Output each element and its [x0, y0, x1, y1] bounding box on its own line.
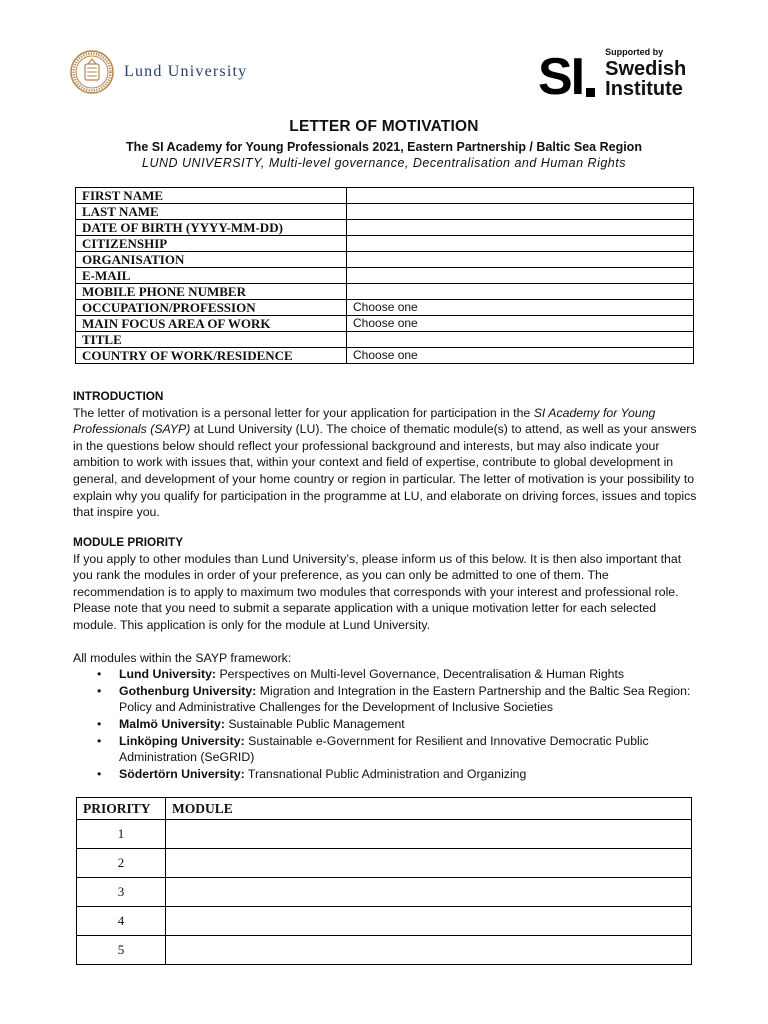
module-field[interactable] [166, 878, 692, 907]
priority-number: 1 [77, 820, 166, 849]
info-value-field[interactable] [347, 252, 694, 268]
module-list-item [119, 716, 698, 733]
si-institute: Institute [605, 78, 683, 100]
priority-row [77, 878, 692, 907]
lund-university-logo [70, 50, 247, 94]
info-row [76, 332, 694, 348]
info-row [76, 348, 694, 364]
si-supported-by: Supported by [605, 47, 664, 57]
module-column-header: MODULE [166, 798, 692, 820]
info-label: DATE OF BIRTH (YYYY-MM-DD) [76, 220, 347, 236]
page-title: LETTER OF MOTIVATION [289, 118, 479, 135]
info-value-field[interactable]: Choose one [347, 316, 694, 332]
info-value-field[interactable] [347, 284, 694, 300]
info-row [76, 316, 694, 332]
info-label: COUNTRY OF WORK/RESIDENCE [76, 348, 347, 364]
module-list-item [119, 666, 698, 683]
all-modules-label: All modules within the SAYP framework: [73, 650, 292, 665]
swedish-institute-logo [538, 47, 687, 106]
si-dot-icon [586, 88, 595, 97]
module-description: Perspectives on Multi-level Governance, Decentralisation & Human Rights [216, 667, 625, 682]
priority-number: 4 [77, 907, 166, 936]
priority-column-header: PRIORITY [77, 798, 166, 820]
priority-number: 2 [77, 849, 166, 878]
module-university: Malmö University: [119, 716, 225, 731]
priority-number: 5 [77, 936, 166, 965]
introduction-text: The letter of motivation is a personal letter for your application for participation in the SI Academy for Young Professionals (SAYP) at Lund University (LU). The choice of thematic module(s) to attend, as well as your answers in the questions below should reflect your professional background and interests, but may also indicate your ambition to work with issues that, within your context and field of expertise, contribute to global development in general, and development of your home country or region in particular. The letter of motivation is your possibility to explain why you qualify for participation in the programme at LU, and elaborate on driving forces, issues and topics that inspire you. [73, 405, 697, 520]
lund-university-wordmark: Lund University [124, 63, 248, 80]
module-field[interactable] [166, 849, 692, 878]
info-label: MOBILE PHONE NUMBER [76, 284, 347, 300]
priority-row [77, 907, 692, 936]
title-block [0, 118, 768, 170]
info-value-field[interactable] [347, 236, 694, 252]
info-row [76, 188, 694, 204]
page-header [0, 0, 768, 110]
info-row [76, 204, 694, 220]
modules-list [73, 666, 698, 782]
info-label: CITIZENSHIP [76, 236, 347, 252]
info-value-field[interactable] [347, 220, 694, 236]
info-label: OCCUPATION/PROFESSION [76, 300, 347, 316]
module-priority-text: If you apply to other modules than Lund University’s, please inform us of this below. It is then also important that you rank the modules in order of your preference, as you can only be admitted to one of them. The recommendation is to apply to maximum two modules that corresponds with your interest and professional role. Please note that you need to submit a separate application with a unique motivation letter for each selected module. This application is only for the module at Lund University. [73, 551, 682, 632]
introduction-heading: INTRODUCTION [73, 389, 164, 403]
module-description: Migration and Integration in the Eastern Partnership and the Baltic Sea Region: Policy and Administrative Challenges for the Development of Inclusive Societies [119, 683, 691, 715]
info-label: E-MAIL [76, 268, 347, 284]
module-list-item [119, 766, 698, 783]
subtitle-programme: The SI Academy for Young Professionals 2021, Eastern Partnership / Baltic Sea Region [126, 140, 642, 154]
si-swedish: Swedish [605, 58, 687, 80]
info-row [76, 284, 694, 300]
subtitle-module: LUND UNIVERSITY, Multi-level governance, Decentralisation and Human Rights [142, 156, 626, 170]
info-value-field[interactable] [347, 332, 694, 348]
info-row [76, 236, 694, 252]
priority-table [76, 797, 692, 965]
info-label: FIRST NAME [76, 188, 347, 204]
info-row [76, 220, 694, 236]
module-university: Gothenburg University: [119, 683, 257, 698]
info-value-field[interactable]: Choose one [347, 300, 694, 316]
info-row [76, 300, 694, 316]
module-field[interactable] [166, 907, 692, 936]
module-priority-heading: MODULE PRIORITY [73, 535, 184, 549]
info-value-field[interactable] [347, 204, 694, 220]
priority-row [77, 936, 692, 965]
introduction-section [73, 388, 698, 521]
info-value-field[interactable] [347, 268, 694, 284]
module-priority-section [73, 534, 698, 782]
info-value-field[interactable]: Choose one [347, 348, 694, 364]
module-list-item [119, 733, 698, 766]
info-row [76, 252, 694, 268]
lund-university-seal-icon [70, 50, 114, 94]
info-label: TITLE [76, 332, 347, 348]
module-description: Sustainable e-Government for Resilient and Innovative Democratic Public Administration (SeGRID) [119, 733, 649, 765]
priority-row [77, 820, 692, 849]
module-field[interactable] [166, 820, 692, 849]
info-label: MAIN FOCUS AREA OF WORK [76, 316, 347, 332]
priority-header-row [77, 798, 692, 820]
module-university: Södertörn University: [119, 766, 245, 781]
info-value-field[interactable] [347, 188, 694, 204]
priority-row [77, 849, 692, 878]
module-university: Lund University: [119, 667, 217, 682]
applicant-info-table [75, 187, 694, 364]
module-description: Transnational Public Administration and Organizing [244, 766, 527, 781]
info-label: ORGANISATION [76, 252, 347, 268]
si-wordmark: SI [538, 48, 584, 106]
info-label: LAST NAME [76, 204, 347, 220]
priority-number: 3 [77, 878, 166, 907]
module-university: Linköping University: [119, 733, 245, 748]
module-list-item [119, 683, 698, 716]
module-description: Sustainable Public Management [224, 716, 405, 731]
info-row [76, 268, 694, 284]
module-field[interactable] [166, 936, 692, 965]
